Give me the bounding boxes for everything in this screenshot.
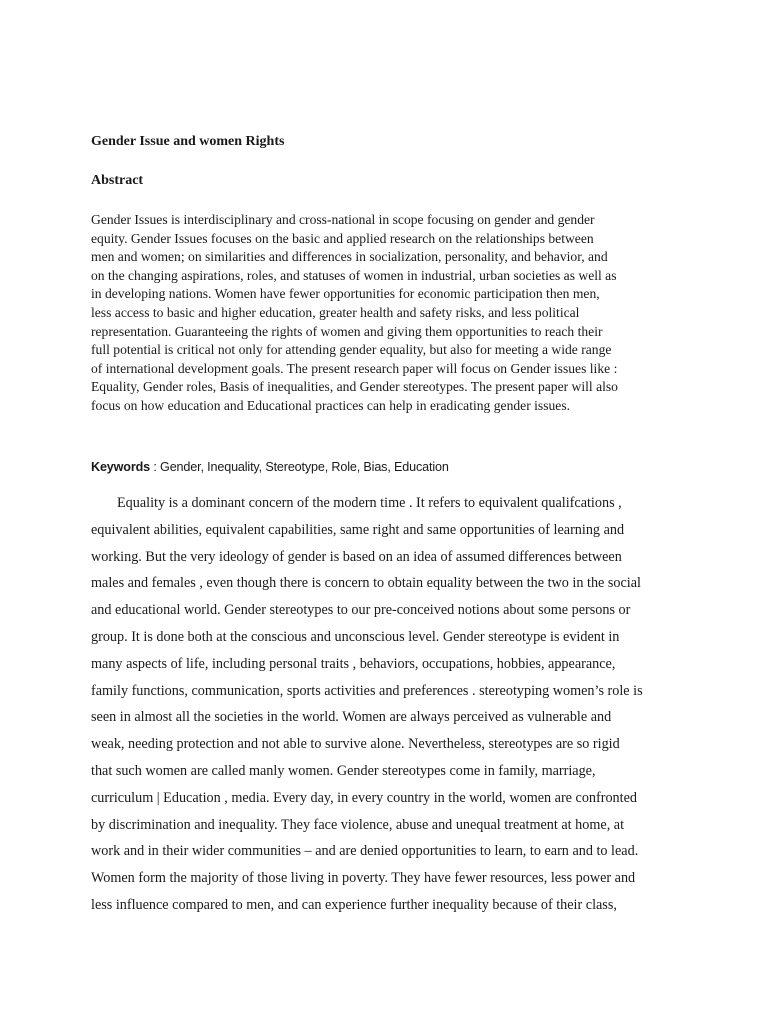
abstract-heading: Abstract xyxy=(91,173,144,188)
body-line: less influence compared to men, and can experience further inequality because of their class, xyxy=(91,896,617,913)
body-line: equivalent abilities, equivalent capabilities, same right and same opportunities of learning and xyxy=(91,521,625,538)
keywords-text: : Gender, Inequality, Stereotype, Role, Bias, Education xyxy=(150,460,449,474)
body-line: by discrimination and inequality. They face violence, abuse and unequal treatment at home, at xyxy=(91,816,625,833)
keywords-label: Keywords xyxy=(91,460,150,474)
abstract-line: on the changing aspirations, roles, and statuses of women in industrial, urban societies as well as xyxy=(91,267,617,283)
body-line: males and females , even though there is concern to obtain equality between the two in the social xyxy=(91,575,641,592)
body-line: that such women are called manly women. Gender stereotypes come in family, marriage, xyxy=(91,762,596,779)
body-line: weak, needing protection and not able to survive alone. Nevertheless, stereotypes are so rigid xyxy=(91,736,620,753)
body-paragraph xyxy=(91,490,681,919)
body-line: and educational world. Gender stereotypes to our pre-conceived notions about some persons or xyxy=(91,602,631,619)
abstract-line: focus on how education and Educational practices can help in eradicating gender issues. xyxy=(91,397,571,413)
body-line: many aspects of life, including personal traits , behaviors, occupations, hobbies, appearance, xyxy=(91,655,616,672)
abstract-line: Gender Issues is interdisciplinary and cross-national in scope focusing on gender and gender xyxy=(91,212,595,227)
abstract-line: in developing nations. Women have fewer opportunities for economic participation then men, xyxy=(91,286,600,302)
body-line: family functions, communication, sports activities and preferences . stereotyping women’s role is xyxy=(91,682,643,699)
abstract-line: men and women; on similarities and differences in socialization, personality, and behavior, and xyxy=(91,249,608,265)
abstract-line: equity. Gender Issues focuses on the basic and applied research on the relationships between xyxy=(91,230,594,246)
body-line: Equality is a dominant concern of the modern time . It refers to equivalent qualifcations , xyxy=(117,495,622,511)
keywords-line xyxy=(91,460,449,474)
body-line: working. But the very ideology of gender is based on an idea of assumed differences between xyxy=(91,548,622,565)
body-line: seen in almost all the societies in the world. Women are always perceived as vulnerable and xyxy=(91,709,612,726)
body-line: curriculum | Education , media. Every day, in every country in the world, women are confronted xyxy=(91,789,637,806)
body-line: group. It is done both at the conscious and unconscious level. Gender stereotype is evident in xyxy=(91,628,620,645)
abstract-line: of international development goals. The present research paper will focus on Gender issues like : xyxy=(91,360,618,376)
abstract-paragraph xyxy=(91,211,679,416)
abstract-line: Equality, Gender roles, Basis of inequalities, and Gender stereotypes. The present paper will also xyxy=(91,379,618,395)
abstract-line: representation. Guaranteeing the rights of women and giving them opportunities to reach their xyxy=(91,323,603,339)
body-line: Women form the majority of those living in poverty. They have fewer resources, less power and xyxy=(91,870,636,887)
body-line: work and in their wider communities – and are denied opportunities to learn, to earn and to lead. xyxy=(91,843,639,860)
abstract-line: full potential is critical not only for attending gender equality, but also for meeting a wide range xyxy=(91,342,612,358)
abstract-line: less access to basic and higher education, greater health and safety risks, and less political xyxy=(91,304,580,320)
document-title: Gender Issue and women Rights xyxy=(91,134,285,149)
